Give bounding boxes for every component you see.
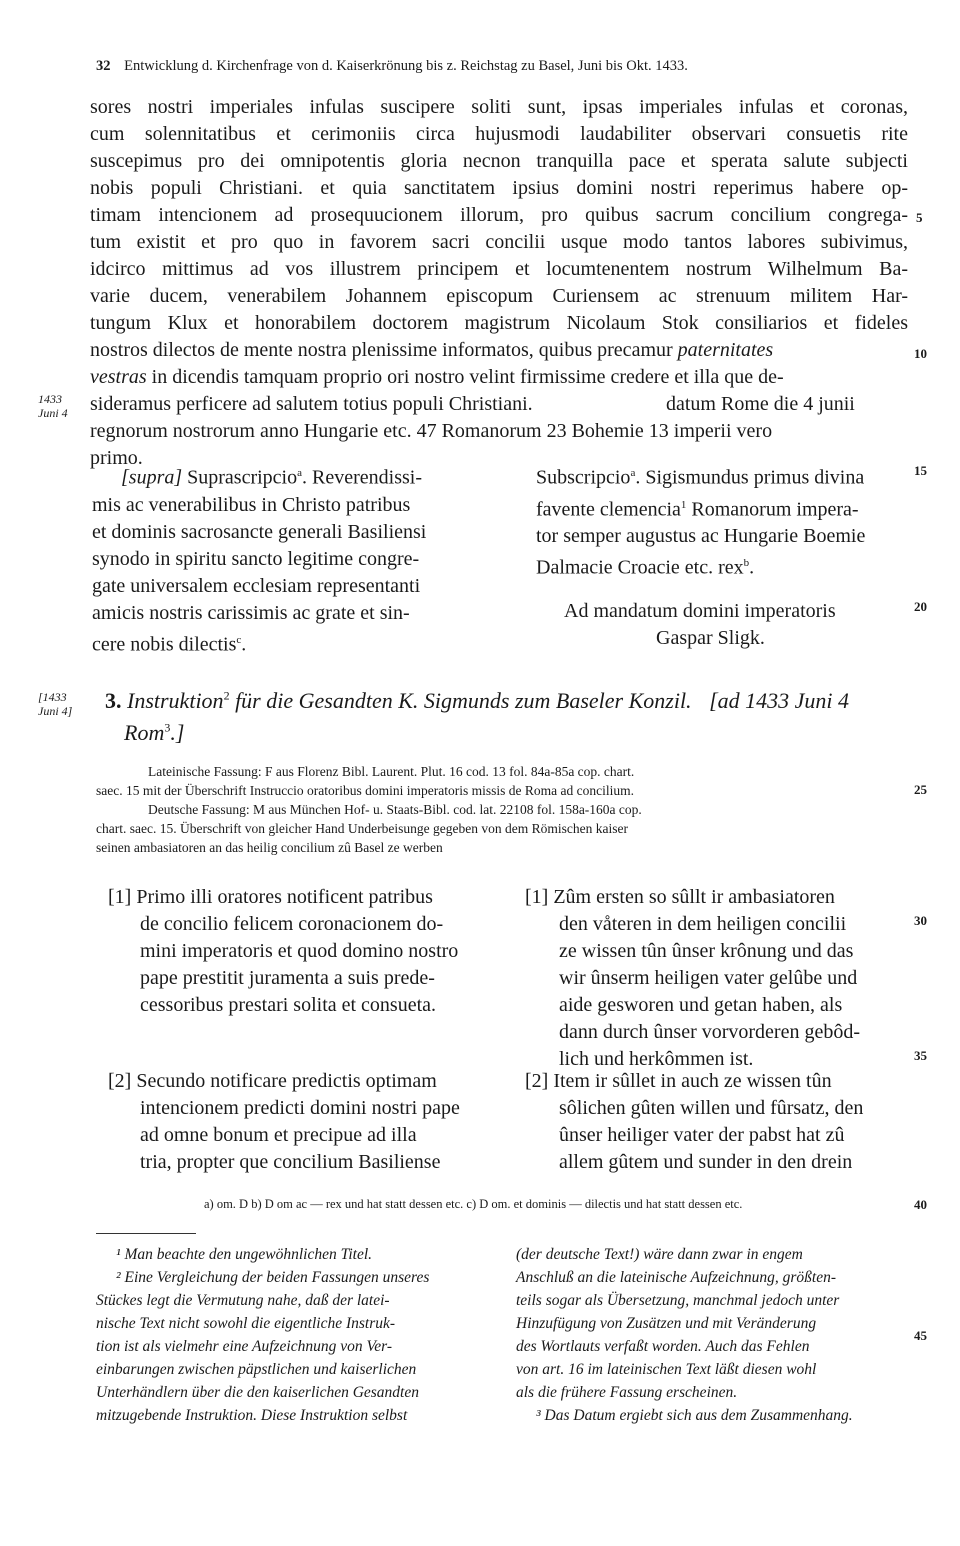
critical-apparatus: a) om. D b) D om ac — rex und hat statt dessen etc. c) D om. et dominis — dilectis und hat statt dessen etc. bbox=[204, 1197, 743, 1211]
text-fragment: Dalmacie Croacie etc. rex bbox=[536, 556, 744, 579]
text-fragment: . bbox=[749, 556, 755, 579]
subscription-line bbox=[536, 460, 865, 492]
german-line: dann durch ûnser vorvorderen gebôd- bbox=[559, 1021, 861, 1043]
latin-line: tria, propter que concilium Basiliense bbox=[140, 1151, 441, 1173]
main-text bbox=[90, 94, 908, 472]
section-place: Rom bbox=[124, 720, 165, 745]
latin-line: pape prestitit juramenta a suis prede- bbox=[140, 967, 435, 989]
italic-word: vestras bbox=[90, 366, 147, 388]
line-number: 20 bbox=[914, 599, 927, 614]
text-line bbox=[90, 337, 908, 364]
footnote-line: ¹ Man beachte den ungewöhnlichen Titel. bbox=[116, 1246, 373, 1263]
text-line: tum existit et pro quo in favorem sacri concilii usque modo tantos labores subivimus, bbox=[90, 231, 908, 253]
text-line: cum solennitatibus et cerimoniis circa hujusmodi laudabiliter observari consuetis rite bbox=[90, 123, 908, 145]
footnote-ref: 3 bbox=[164, 720, 171, 735]
editorial-bracket: [supra] bbox=[121, 466, 183, 489]
german-line: wir ûnserm heiligen vater gelûbe und bbox=[559, 967, 858, 989]
footnote-line: ³ Das Datum ergiebt sich aus dem Zusammenhang. bbox=[536, 1407, 853, 1424]
running-header bbox=[96, 58, 856, 75]
latin-line: mini imperatoris et quod domino nostro bbox=[140, 940, 459, 962]
footnote-line: Unterhändlern über die den kaiserlichen Gesandten bbox=[96, 1384, 419, 1401]
line-number: 5 bbox=[916, 210, 923, 225]
text-fragment: Suprascripcio bbox=[182, 466, 298, 489]
margin-date bbox=[38, 690, 72, 718]
german-line: lich und herkômmen ist. bbox=[559, 1048, 754, 1070]
text-fragment: nostros dilectos de mente nostra plenissime informatos, quibus precamur bbox=[90, 339, 673, 361]
source-line: Lateinische Fassung: F aus Florenz Bibl. Laurent. Plut. 16 cod. 13 fol. 84a-85a cop. chart. bbox=[148, 764, 635, 779]
section-heading-line2 bbox=[124, 720, 184, 746]
german-line: ze wissen tûn ûnser krônung und das bbox=[559, 940, 854, 962]
line-number: 40 bbox=[914, 1197, 927, 1212]
section-place: .] bbox=[170, 720, 185, 745]
source-line: seinen ambasiatoren an das heilig concilium zû Basel ze werben bbox=[96, 840, 443, 855]
footnote-line: tion ist als vielmehr eine Aufzeichnung von Ver- bbox=[96, 1338, 392, 1355]
apparatus-ref: c bbox=[236, 633, 242, 646]
footnote-line: Hinzufügung von Zusätzen und mit Veränderung bbox=[516, 1315, 817, 1332]
subscription-line bbox=[536, 550, 865, 582]
source-line: saec. 15 mit der Überschrift Instruccio oratoribus domini imperatoris missis de Roma ad concilium. bbox=[96, 783, 635, 798]
footnote-line: (der deutsche Text!) wäre dann zwar in engem bbox=[516, 1246, 803, 1263]
footnote-line: als die frühere Fassung erscheinen. bbox=[516, 1384, 738, 1401]
latin-line: de concilio felicem coronacionem do- bbox=[140, 913, 444, 935]
footnotes-left bbox=[96, 1243, 429, 1427]
footnote-line: Stückes legt die Vermutung nahe, daß der latei- bbox=[96, 1292, 390, 1309]
line-number: 45 bbox=[914, 1328, 927, 1343]
superscription-line: et dominis sacrosancte generali Basiliensi bbox=[92, 520, 427, 543]
latin-column-p2 bbox=[108, 1068, 460, 1176]
section-title: für die Gesandten K. Sigmunds zum Baseler Konzil. bbox=[229, 688, 692, 713]
apparatus-ref: a bbox=[297, 467, 303, 479]
page-number: 32 bbox=[96, 58, 111, 74]
source-line: Deutsche Fassung: M aus München Hof- u. Staats-Bibl. cod. lat. 22108 fol. 158a-160a cop. bbox=[148, 802, 642, 817]
text-line bbox=[90, 391, 908, 418]
text-line: nobis populi Christiani. et quia sanctitatem ipsius domini nostri reperimus habere op- bbox=[90, 177, 908, 199]
german-column bbox=[525, 884, 860, 1073]
text-fragment: . bbox=[241, 633, 247, 656]
margin-date-day: Juni 4] bbox=[38, 704, 73, 718]
margin-date-year: [1433 bbox=[38, 690, 67, 704]
footnote-line: des Wortlauts verfaßt worden. Auch das Fehlen bbox=[516, 1338, 810, 1355]
date-fragment: datum Rome die 4 junii bbox=[666, 393, 855, 415]
running-title: Entwicklung d. Kirchenfrage von d. Kaiserkrönung bis z. Reichstag zu Basel, Juni bis Okt. 1433. bbox=[124, 58, 688, 74]
section-title: Instruktion bbox=[127, 688, 224, 713]
superscription-line: amicis nostris carissimis ac grate et sin- bbox=[92, 601, 410, 624]
margin-date bbox=[38, 392, 68, 420]
superscription-line: gate universalem ecclesiam representanti bbox=[92, 574, 421, 597]
footnotes-right bbox=[516, 1243, 853, 1427]
line-number: 10 bbox=[914, 346, 927, 361]
superscription-line: synodo in spiritu sancto legitime congre- bbox=[92, 547, 420, 570]
text-fragment: sideramus perficere ad salutem totius populi Christiani. bbox=[90, 393, 533, 415]
text-line: tungum Klux et honorabilem doctorem magistrum Nicolaum Stok consiliarios et fideles bbox=[90, 312, 908, 334]
footnote-rule bbox=[96, 1233, 196, 1234]
german-line: [1] Zûm ersten so sûllt ir ambasiatoren bbox=[525, 886, 835, 908]
superscription-line bbox=[92, 627, 426, 659]
margin-date-day: Juni 4 bbox=[38, 406, 68, 420]
source-line: chart. saec. 15. Überschrift von gleicher Hand Underbeisunge gegeben von dem Römischen kaiser bbox=[96, 821, 628, 836]
mandate-line: Ad mandatum domini imperatoris bbox=[564, 599, 836, 622]
latin-line: [2] Secundo notificare predictis optimam bbox=[108, 1070, 437, 1092]
text-fragment: favente clemencia bbox=[536, 498, 681, 521]
superscription bbox=[92, 460, 426, 658]
superscription-line: mis ac venerabilibus in Christo patribus bbox=[92, 493, 411, 516]
text-fragment: . Reverendissi- bbox=[302, 466, 422, 489]
latin-line: intencionem predicti domini nostri pape bbox=[140, 1097, 460, 1119]
line-number: 35 bbox=[914, 1048, 927, 1063]
italic-word: paternitates bbox=[677, 339, 774, 361]
latin-line: [1] Primo illi oratores notificent patribus bbox=[108, 886, 433, 908]
latin-line: ad omne bonum et precipue ad illa bbox=[140, 1124, 417, 1146]
line-number: 30 bbox=[914, 913, 927, 928]
text-fragment: cere nobis dilectis bbox=[92, 633, 237, 656]
footnote-line: nische Text nicht sowohl die eigentliche Instruk- bbox=[96, 1315, 396, 1332]
subscription-line bbox=[536, 492, 865, 524]
german-line: ûnser heiliger vater der pabst hat zû bbox=[559, 1124, 845, 1146]
section-heading bbox=[105, 688, 849, 714]
german-column-p2 bbox=[525, 1068, 863, 1176]
footnote-line: mitzugebende Instruktion. Diese Instruktion selbst bbox=[96, 1407, 408, 1424]
footnote-line: von art. 16 im lateinischen Text läßt diesen wohl bbox=[516, 1361, 817, 1378]
latin-column bbox=[108, 884, 458, 1019]
superscription-line bbox=[92, 460, 426, 492]
german-line: sôlichen gûten willen und fûrsatz, den bbox=[559, 1097, 864, 1119]
footnote-ref: 2 bbox=[223, 688, 230, 703]
subscription bbox=[536, 460, 865, 652]
footnote-ref: 1 bbox=[680, 498, 687, 511]
source-description bbox=[96, 762, 908, 857]
german-line: [2] Item ir sûllet in auch ze wissen tûn bbox=[525, 1070, 832, 1092]
footnote-line: Anschluß an die lateinische Aufzeichnung, größten- bbox=[516, 1269, 836, 1286]
text-line: timam intencionem ad prosequucionem illorum, pro quibus sacrum concilium congrega- bbox=[90, 204, 908, 226]
text-line: sores nostri imperiales infulas suscipere soliti sunt, ipsas imperiales infulas et coronas, bbox=[90, 96, 908, 118]
subscription-line: tor semper augustus ac Hungarie Boemie bbox=[536, 525, 866, 548]
text-line: idcirco mittimus ad vos illustrem principem et locumtenentem nostrum Wilhelmum Ba- bbox=[90, 258, 908, 280]
text-fragment: . Sigismundus primus divina bbox=[635, 466, 865, 489]
apparatus-ref: b bbox=[743, 557, 750, 570]
text-line: varie ducem, venerabilem Johannem episcopum Curiensem ac strenuum militem Har- bbox=[90, 285, 908, 307]
line-number: 15 bbox=[914, 463, 927, 478]
text-line bbox=[90, 364, 908, 391]
german-line: den våteren in dem heiligen concilii bbox=[559, 913, 847, 935]
signer-line: Gaspar Sligk. bbox=[656, 626, 765, 649]
german-line: allem gûtem und sunder in den drein bbox=[559, 1151, 853, 1173]
section-date: [ad 1433 Juni 4 bbox=[709, 688, 850, 713]
section-number: 3. bbox=[105, 688, 122, 713]
apparatus-ref: a bbox=[630, 467, 636, 479]
text-line: primo. bbox=[90, 447, 143, 469]
footnote-line: teils sogar als Übersetzung, manchmal jedoch unter bbox=[516, 1292, 840, 1309]
text-fragment: Romanorum impera- bbox=[686, 498, 859, 521]
latin-line: cessoribus prestari solita et consueta. bbox=[140, 994, 437, 1016]
text-line: suscepimus pro dei omnipotentis gloria necnon tranquilla pace et sperata salute subjecti bbox=[90, 150, 908, 172]
footnote-line: einbarungen zwischen päpstlichen und kaiserlichen bbox=[96, 1361, 417, 1378]
german-line: aide gesworen und getan haben, als bbox=[559, 994, 843, 1016]
line-number: 25 bbox=[914, 782, 927, 797]
text-fragment: in dicendis tamquam proprio ori nostro velint firmissime credere et illa que de- bbox=[146, 366, 784, 388]
margin-date-year: 1433 bbox=[38, 392, 62, 406]
text-line: regnorum nostrorum anno Hungarie etc. 47 Romanorum 23 Bohemie 13 imperii vero bbox=[90, 420, 773, 442]
text-fragment: Subscripcio bbox=[536, 466, 631, 489]
footnote-line: ² Eine Vergleichung der beiden Fassungen unseres bbox=[116, 1269, 430, 1286]
